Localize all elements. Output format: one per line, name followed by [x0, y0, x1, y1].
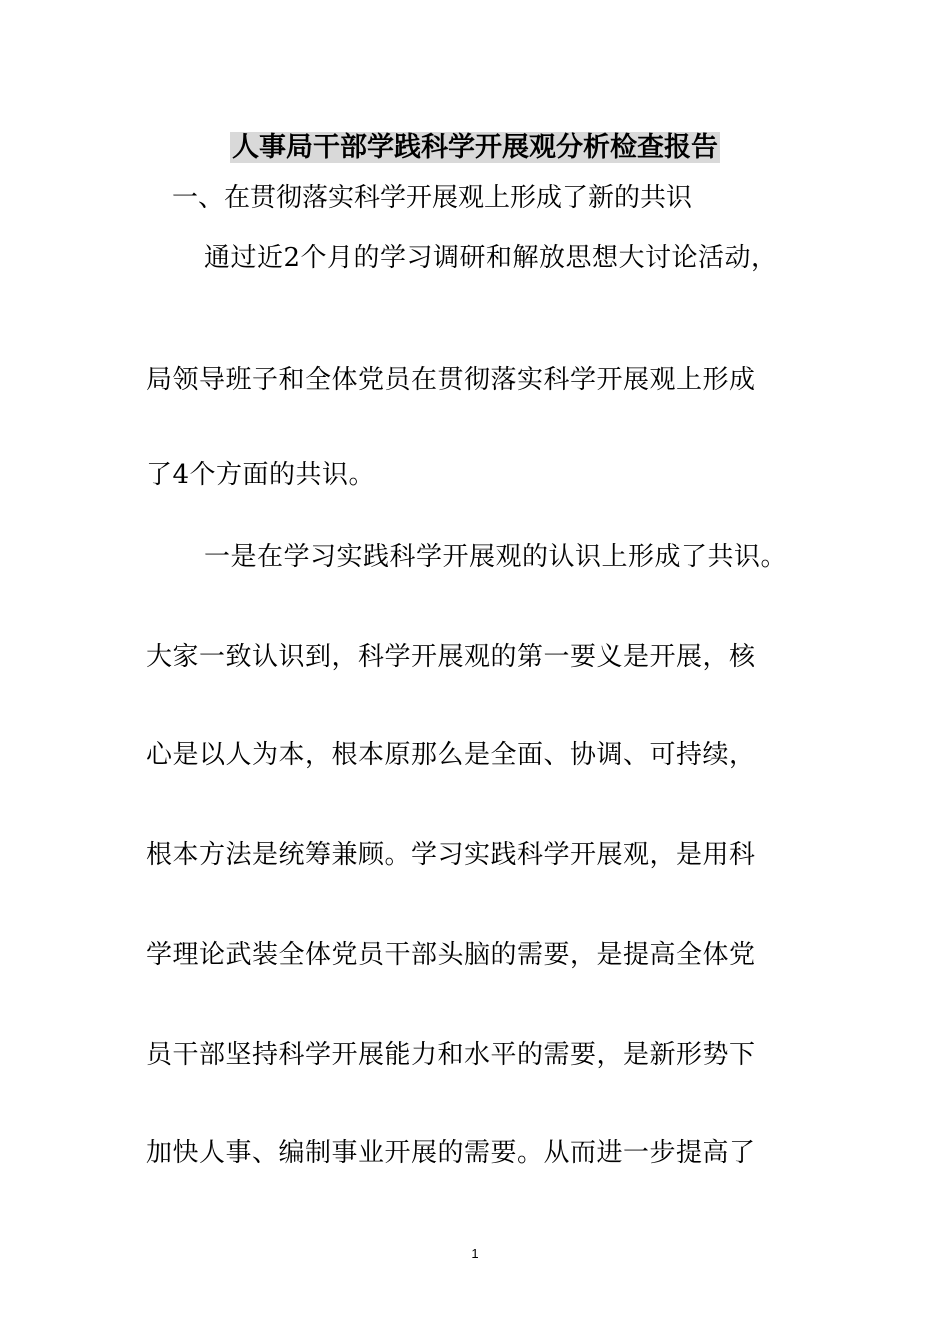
paragraph-line-4: 一是在学习实践科学开展观的认识上形成了共识。 [204, 542, 788, 572]
document-title [0, 128, 950, 168]
paragraph-line-7: 根本方法是统筹兼顾。学习实践科学开展观，是用科 [146, 840, 756, 870]
paragraph-line-2: 局领导班子和全体党员在贯彻落实科学开展观上形成 [146, 365, 756, 395]
paragraph-line-1: 通过近2个月的学习调研和解放思想大讨论活动， [204, 243, 778, 273]
paragraph-line-8: 学理论武装全体党员干部头脑的需要，是提高全体党 [146, 940, 756, 970]
paragraph-line-6: 心是以人为本，根本原那么是全面、协调、可持续， [146, 740, 756, 770]
document-title-text: 人事局干部学践科学开展观分析检查报告 [232, 132, 718, 163]
paragraph-line-3: 了4个方面的共识。 [146, 460, 376, 490]
paragraph-line-5: 大家一致认识到，科学开展观的第一要义是开展，核 [146, 642, 756, 672]
page-number: 1 [471, 1246, 479, 1261]
paragraph-line-9: 员干部坚持科学开展能力和水平的需要，是新形势下 [146, 1040, 756, 1070]
section-heading: 一、在贯彻落实科学开展观上形成了新的共识 [172, 183, 693, 213]
paragraph-line-10: 加快人事、编制事业开展的需要。从而进一步提高了 [146, 1138, 756, 1168]
